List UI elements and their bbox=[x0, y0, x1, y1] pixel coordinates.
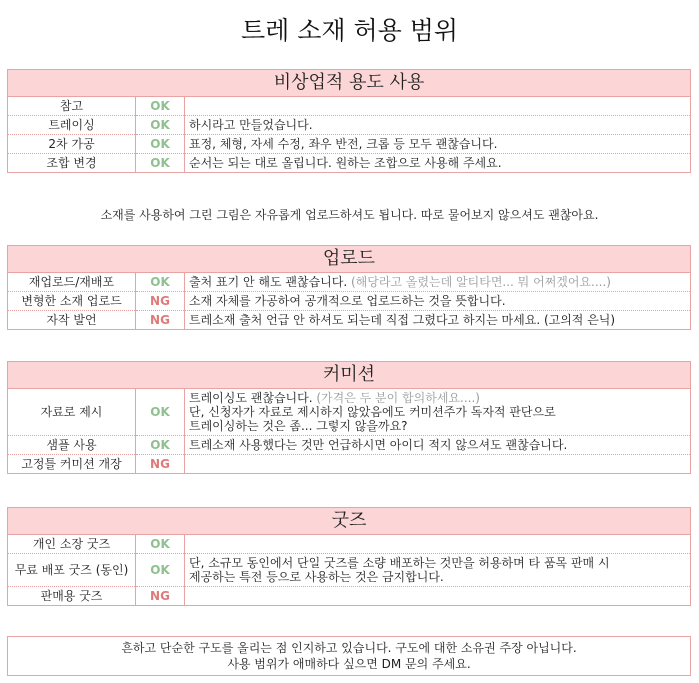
row-label: 재업로드/재배포 bbox=[8, 273, 136, 292]
row-label: 판매용 굿즈 bbox=[8, 587, 136, 606]
permission-table bbox=[8, 273, 690, 329]
row-label: 2차 가공 bbox=[8, 135, 136, 154]
table-row bbox=[8, 554, 690, 587]
row-label: 자료로 제시 bbox=[8, 389, 136, 436]
row-description: 트레소재 출처 언급 안 하셔도 되는데 직접 그렸다고 하지는 마세요. (고의적 은닉) bbox=[189, 313, 616, 327]
status-badge: OK bbox=[136, 97, 185, 116]
row-description bbox=[185, 273, 691, 292]
description-aside: (해당라고 올렸는데 알티타면... 뭐 어쩌겠어요....) bbox=[351, 275, 611, 289]
table-row bbox=[8, 292, 690, 311]
footer-line: 흔하고 단순한 구도를 올리는 점 인지하고 있습니다. 구도에 대한 소유권 주장 아닙니다. bbox=[121, 641, 577, 655]
table-row bbox=[8, 154, 690, 173]
section-heading: 비상업적 용도 사용 bbox=[8, 70, 690, 97]
row-label: 무료 배포 굿즈 (동인) bbox=[8, 554, 136, 587]
table-row bbox=[8, 587, 690, 606]
row-description bbox=[185, 554, 691, 587]
status-badge: OK bbox=[136, 154, 185, 173]
description-line: 제공하는 특전 등으로 사용하는 것은 금지합니다. bbox=[189, 570, 444, 584]
row-description: 트레소재 사용했다는 것만 언급하시면 아이디 적지 않으셔도 괜찮습니다. bbox=[185, 436, 691, 455]
usage-note: 소재를 사용하여 그린 그림은 자유롭게 업로드하셔도 됩니다. 따로 물어보지 않으셔도 괜찮아요. bbox=[100, 208, 599, 222]
status-badge: NG bbox=[136, 587, 185, 606]
description-text: 출처 표기 안 해도 괜찮습니다. bbox=[189, 275, 351, 289]
table-row bbox=[8, 273, 690, 292]
status-badge: NG bbox=[136, 292, 185, 311]
status-badge: OK bbox=[136, 554, 185, 587]
section-heading: 굿즈 bbox=[8, 508, 690, 535]
description-aside: (가격은 두 분이 합의하세요....) bbox=[316, 391, 480, 405]
description-text: 트레이싱도 괜찮습니다. bbox=[189, 391, 317, 405]
status-badge: OK bbox=[136, 436, 185, 455]
table-row bbox=[8, 455, 690, 474]
table-row bbox=[8, 135, 690, 154]
table-row bbox=[8, 389, 690, 436]
table-row bbox=[8, 535, 690, 554]
row-description bbox=[185, 97, 691, 116]
section-commission bbox=[7, 361, 691, 474]
row-label: 변형한 소재 업로드 bbox=[8, 292, 136, 311]
row-label: 고정틀 커미션 개장 bbox=[8, 455, 136, 474]
section-upload bbox=[7, 245, 691, 330]
description-line: 단, 신청자가 자료로 제시하지 않았음에도 커미션주가 독자적 판단으로 bbox=[189, 405, 556, 419]
row-label: 트레이싱 bbox=[8, 116, 136, 135]
permission-table bbox=[8, 535, 690, 605]
description-line bbox=[189, 391, 686, 405]
description-line: 단, 소규모 동인에서 단일 굿즈를 소량 배포하는 것만을 허용하며 타 품목 판매 시 bbox=[189, 556, 610, 570]
row-label: 샘플 사용 bbox=[8, 436, 136, 455]
footer-notice bbox=[7, 636, 691, 676]
row-label: 참고 bbox=[8, 97, 136, 116]
row-label: 자작 발언 bbox=[8, 311, 136, 330]
status-badge: OK bbox=[136, 273, 185, 292]
section-heading: 커미션 bbox=[8, 362, 690, 389]
row-description bbox=[185, 587, 691, 606]
permission-table bbox=[8, 97, 690, 172]
description-line: 트레이싱하는 것은 좀... 그렇지 않을까요? bbox=[189, 419, 408, 433]
row-description bbox=[185, 535, 691, 554]
page-title: 트레 소재 허용 범위 bbox=[240, 16, 459, 45]
table-row bbox=[8, 311, 690, 330]
table-row bbox=[8, 436, 690, 455]
section-noncommercial bbox=[7, 69, 691, 173]
status-badge: NG bbox=[136, 455, 185, 474]
row-label: 개인 소장 굿즈 bbox=[8, 535, 136, 554]
status-badge: OK bbox=[136, 116, 185, 135]
status-badge: OK bbox=[136, 389, 185, 436]
row-description bbox=[185, 389, 691, 436]
status-badge: OK bbox=[136, 535, 185, 554]
row-description: 표정, 체형, 자세 수정, 좌우 반전, 크롭 등 모두 괜찮습니다. bbox=[185, 135, 691, 154]
status-badge: OK bbox=[136, 135, 185, 154]
table-row bbox=[8, 116, 690, 135]
table-row bbox=[8, 97, 690, 116]
row-label: 조합 변경 bbox=[8, 154, 136, 173]
status-badge: NG bbox=[136, 311, 185, 330]
row-description: 순서는 되는 대로 올립니다. 원하는 조합으로 사용해 주세요. bbox=[189, 156, 502, 170]
row-description bbox=[185, 455, 691, 474]
permission-table bbox=[8, 389, 690, 473]
section-heading: 업로드 bbox=[8, 246, 690, 273]
footer-line: 사용 범위가 애매하다 싶으면 DM 문의 주세요. bbox=[227, 657, 471, 671]
section-goods bbox=[7, 507, 691, 606]
row-description: 하시라고 만들었습니다. bbox=[185, 116, 691, 135]
row-description: 소재 자체를 가공하여 공개적으로 업로드하는 것을 뜻합니다. bbox=[185, 292, 691, 311]
